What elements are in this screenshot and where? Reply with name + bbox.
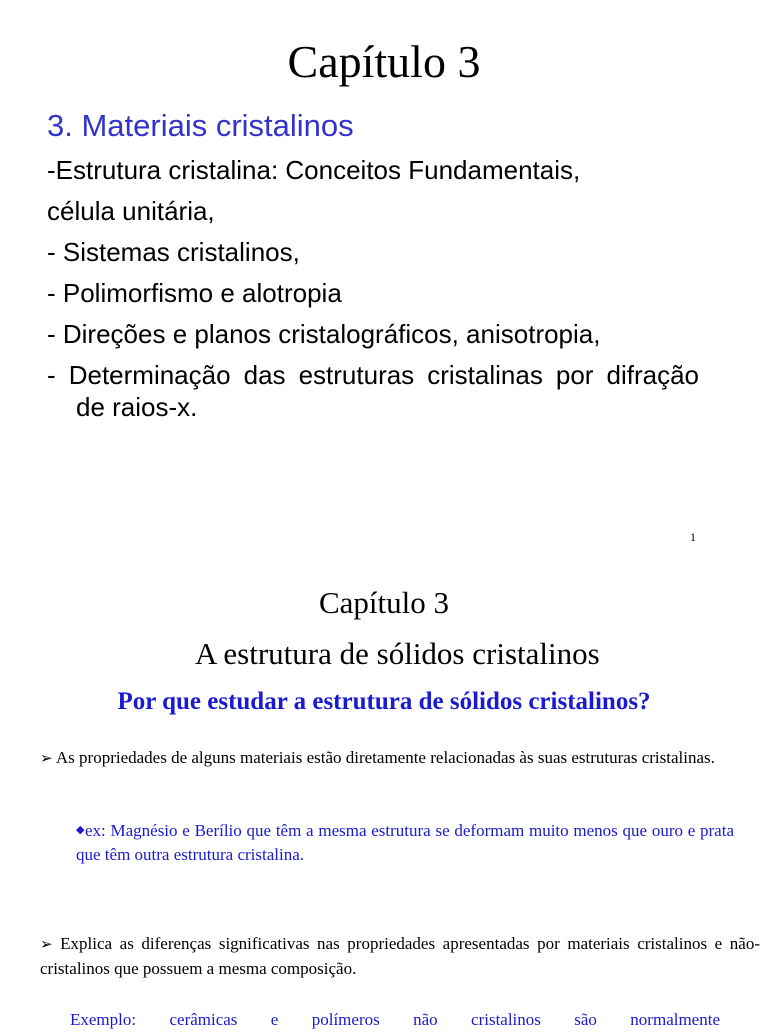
paragraph-example-2: Exemplo: cerâmicas e polímeros não cristalinos são normalmente bbox=[70, 1010, 720, 1029]
page-number: 1 bbox=[690, 530, 696, 544]
arrow-bullet-icon: ➢ bbox=[40, 751, 53, 767]
slide-2-subtitle: A estrutura de sólidos cristalinos bbox=[195, 636, 600, 671]
slide-2 bbox=[0, 560, 768, 1029]
arrow-bullet-icon: ➢ bbox=[40, 937, 53, 953]
paragraph-text: As propriedades de alguns materiais estão diretamente relacionadas às suas estruturas cristalinas. bbox=[55, 748, 715, 767]
diamond-bullet-icon: ◆ bbox=[76, 824, 85, 836]
topic-item: - Polimorfismo e alotropia bbox=[47, 278, 342, 308]
slide-1-title: Capítulo 3 bbox=[287, 36, 481, 87]
question-heading: Por que estudar a estrutura de sólidos cristalinos? bbox=[117, 688, 651, 715]
paragraph-example bbox=[76, 818, 734, 867]
topic-item: - Direções e planos cristalográficos, anisotropia, bbox=[47, 319, 601, 349]
topic-item: - Sistemas cristalinos, bbox=[47, 237, 300, 267]
paragraph-text: Explica as diferenças significativas nas propriedades apresentadas por materiais cristalinos e não-cristalinos que possuem a mesma composição. bbox=[40, 934, 761, 978]
paragraph-properties bbox=[40, 746, 734, 771]
topic-list bbox=[47, 150, 699, 423]
paragraph-text: ex: Magnésio e Berílio que têm a mesma estrutura se deformam muito menos que ouro e prata que têm outra estrutura cristalina. bbox=[76, 821, 734, 864]
slide-2-title: Capítulo 3 bbox=[318, 585, 450, 620]
topic-item: - Determinação das estruturas cristalinas por difração de raios-x. bbox=[47, 360, 699, 422]
paragraph-differences bbox=[40, 932, 760, 981]
topic-item: -Estrutura cristalina: Conceitos Fundamentais, bbox=[47, 155, 581, 185]
topic-item: célula unitária, bbox=[47, 196, 215, 226]
slide-1-subtitle: 3. Materiais cristalinos bbox=[47, 108, 354, 143]
